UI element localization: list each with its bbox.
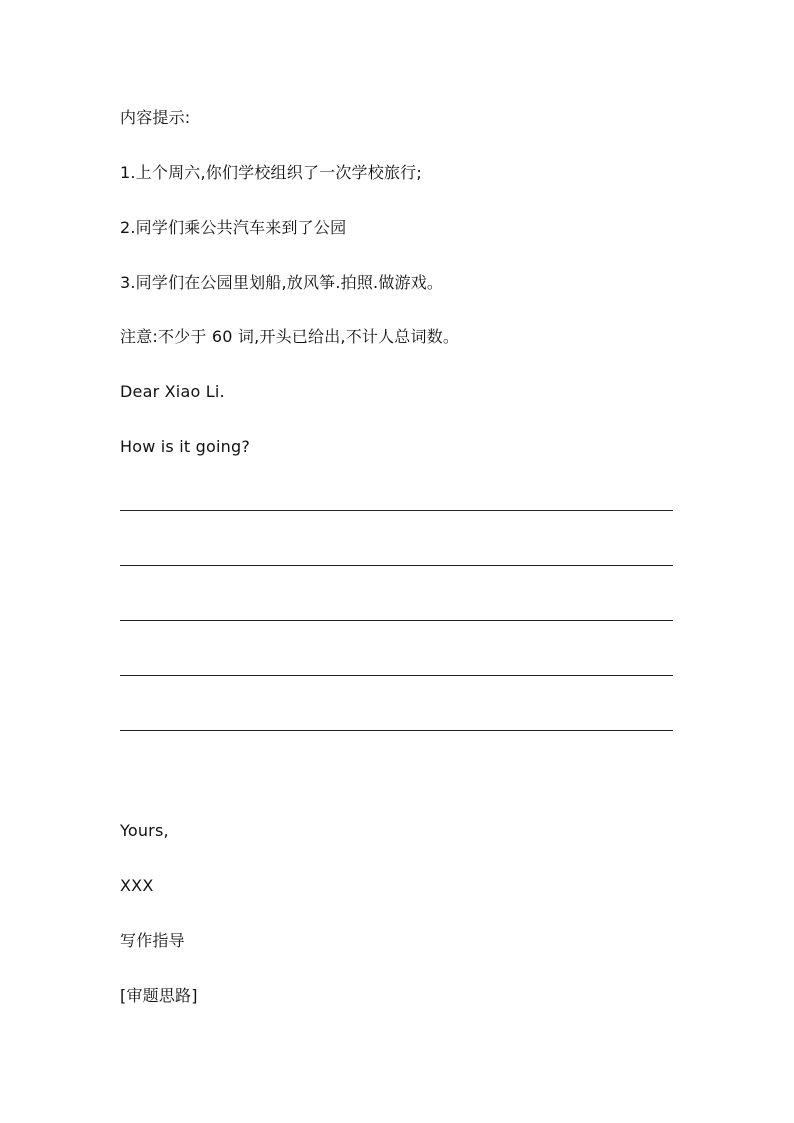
letter-closing: Yours, (120, 821, 169, 840)
answer-line-1 (120, 510, 673, 511)
answer-line-3 (120, 620, 673, 621)
prompt-point-1: 1.上个周六,你们学校组织了一次学校旅行; (120, 163, 422, 182)
letter-opening: How is it going? (120, 437, 251, 456)
letter-signature: XXX (120, 876, 154, 895)
letter-salutation: Dear Xiao Li. (120, 382, 225, 401)
prompt-heading: 内容提示: (120, 108, 191, 127)
answer-line-4 (120, 675, 673, 676)
guide-heading: 写作指导 (120, 931, 185, 950)
note-text: 注意:不少于 60 词,开头已给出,不计人总词数。 (120, 327, 460, 346)
answer-line-5 (120, 730, 673, 731)
guide-subheading: [审题思路] (120, 986, 198, 1005)
answer-line-2 (120, 565, 673, 566)
prompt-point-2: 2.同学们乘公共汽车来到了公园 (120, 218, 347, 237)
prompt-point-3: 3.同学们在公园里划船,放风筝.拍照.做游戏。 (120, 273, 444, 292)
